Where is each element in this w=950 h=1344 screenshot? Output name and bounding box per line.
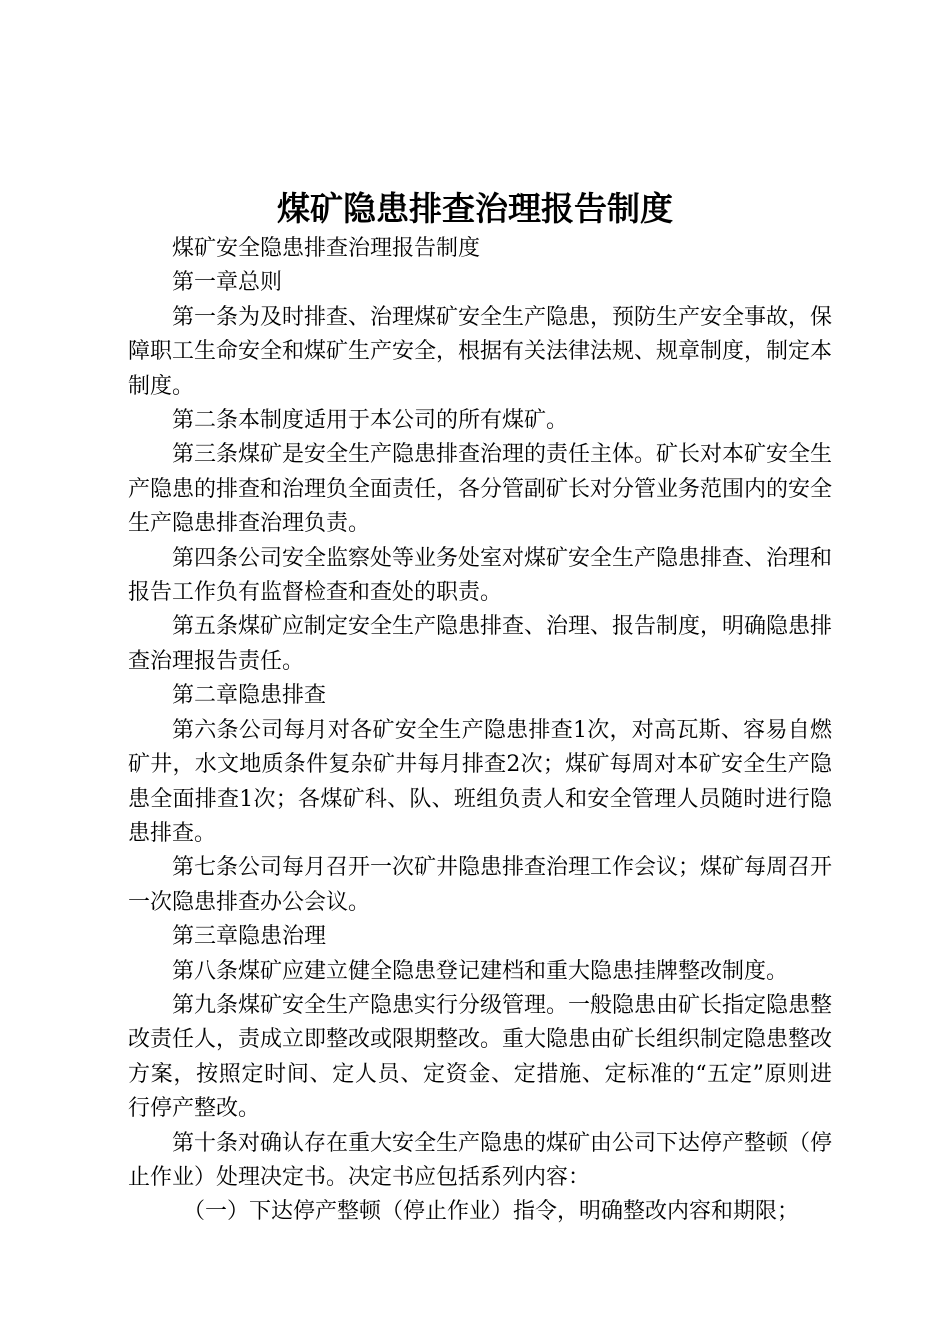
article-9: 第九条煤矿安全生产隐患实行分级管理。一般隐患由矿长指定隐患整改责任人，责成立即整改或限期整改。重大隐患由矿长组织制定隐患整改方案，按照定时间、定人员、定资金、定措施、定标准的“五定”原则进行停产整改。 — [128, 992, 833, 1122]
article-5: 第五条煤矿应制定安全生产隐患排查、治理、报告制度，明确隐患排查治理报告责任。 — [128, 614, 833, 674]
article-2: 第二条本制度适用于本公司的所有煤矿。 — [172, 408, 569, 434]
article-7: 第七条公司每月召开一次矿井隐患排查治理工作会议；煤矿每周召开一次隐患排查办公会议。 — [128, 855, 833, 915]
article-4: 第四条公司安全监察处等业务处室对煤矿安全生产隐患排查、治理和报告工作负有监督检查和查处的职责。 — [128, 545, 833, 606]
chapter-heading-3: 第三章隐患治理 — [172, 924, 327, 950]
document-title: 煤矿隐患排查治理报告制度 — [277, 189, 673, 228]
article-10-item-1: （一）下达停产整顿（停止作业）指令，明确整改内容和期限； — [183, 1199, 800, 1225]
article-8: 第八条煤矿应建立健全隐患登记建档和重大隐患挂牌整改制度。 — [172, 958, 789, 984]
article-3: 第三条煤矿是安全生产隐患排查治理的责任主体。矿长对本矿安全生产隐患的排查和治理负全面责任，各分管副矿长对分管业务范围内的安全生产隐患排查治理负责。 — [128, 442, 833, 537]
document-body — [128, 232, 832, 1230]
paragraph-subtitle: 煤矿安全隐患排查治理报告制度 — [172, 236, 481, 261]
article-6: 第六条公司每月对各矿安全生产隐患排查1次，对高瓦斯、容易自燃矿井，水文地质条件复杂矿井每月排查2次；煤矿每周对本矿安全生产隐患全面排查1次；各煤矿科、队、班组负责人和安全管理人员随时进行隐患排查。 — [128, 717, 832, 846]
article-1: 第一条为及时排查、治理煤矿安全生产隐患，预防生产安全事故，保障职工生命安全和煤矿生产安全，根据有关法律法规、规章制度，制定本制度。 — [128, 304, 833, 399]
article-10: 第十条对确认存在重大安全生产隐患的煤矿由公司下达停产整顿（停止作业）处理决定书。决定书应包括系列内容： — [128, 1130, 833, 1190]
chapter-heading-1: 第一章总则 — [172, 270, 283, 296]
chapter-heading-2: 第二章隐患排查 — [172, 683, 327, 709]
